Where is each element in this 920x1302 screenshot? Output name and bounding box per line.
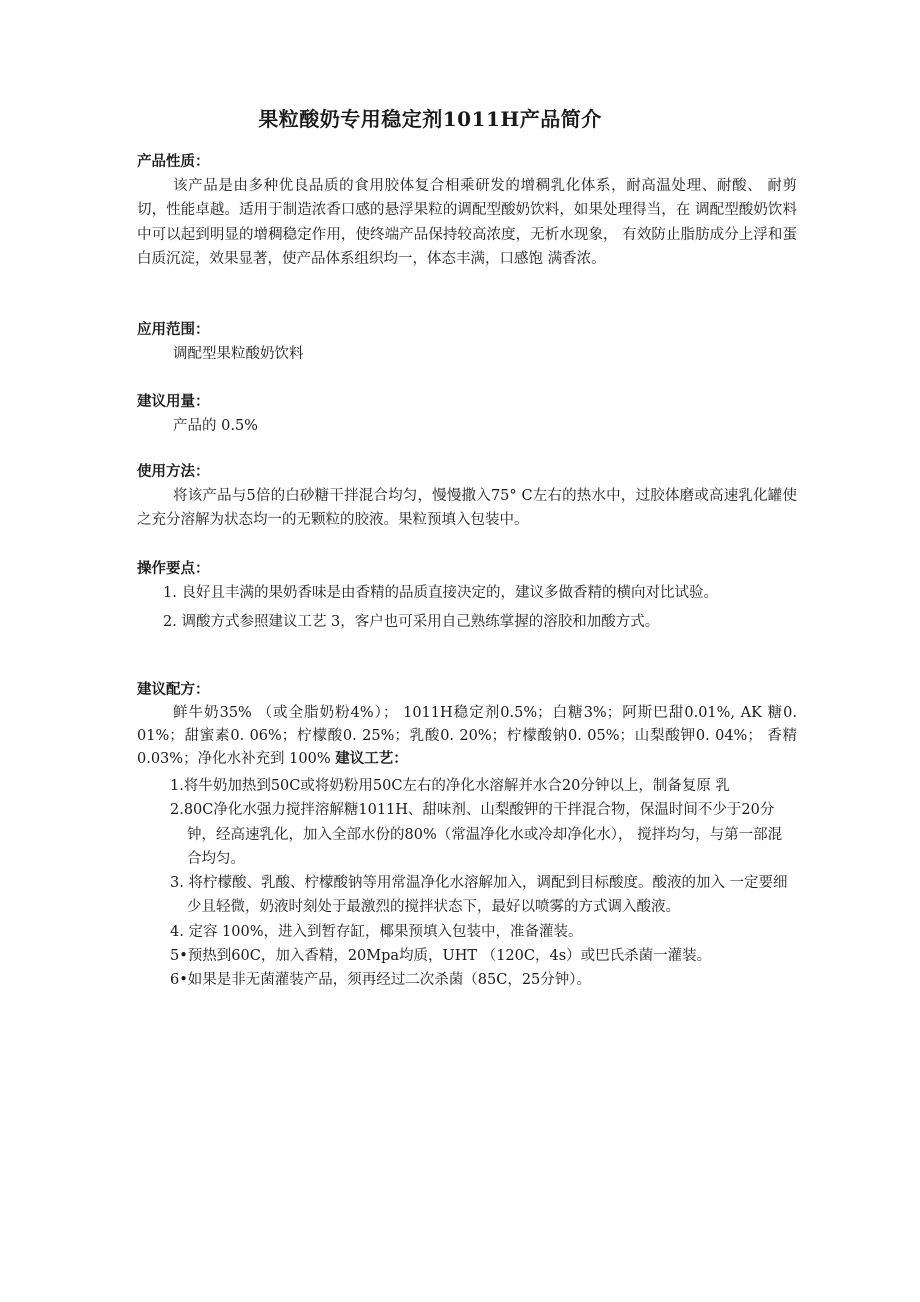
section-key-points bbox=[137, 557, 797, 634]
section-heading: 建议用量： bbox=[137, 394, 210, 410]
section-scope bbox=[137, 318, 797, 366]
section-body bbox=[137, 702, 797, 771]
section-body: 将该产品与5倍的白砂糖干拌混合均匀，慢慢撒入75° C左右的热水中，过胶体磨或高速乳化罐使之充分溶解为状态均一的无颗粒的胶液。果粒预填入包装中。 bbox=[137, 488, 797, 529]
list-item: 2. 调酸方式参照建议工艺 3，客户也可采用自己熟练掌握的溶胶和加酸方式。 bbox=[163, 613, 660, 630]
key-points-list bbox=[137, 581, 797, 634]
process-heading: 建议工艺： bbox=[335, 751, 408, 767]
section-heading: 操作要点： bbox=[137, 561, 210, 577]
section-heading: 建议配方： bbox=[137, 682, 210, 698]
formula-text: 鲜牛奶35% （或全脂奶粉4%）； 1011H稳定剂0.5%；白糖3%；阿斯巴甜0.01%, AK 糖0. 01%；甜蜜素0. 06%；柠檬酸0. 25%；乳酸0. 20%；柠檬酸钠0. 05%；山梨酸钾0. 04%； 香精 0.03%；净化水补充到 100% bbox=[137, 705, 797, 767]
list-item: 3. 将柠檬酸、乳酸、柠檬酸钠等用常温净化水溶解加入，调配到目标酸度。酸液的加入 一定要细少且轻微，奶液时刻处于最激烈的搅拌状态下，最好以喷雾的方式调入酸液。 bbox=[170, 875, 788, 916]
document-title: 果粒酸奶专用稳定剂1011H产品简介 bbox=[258, 107, 602, 131]
list-item: 1. 良好且丰满的果奶香味是由香精的品质直接决定的，建议多做香精的横向对比试验。 bbox=[163, 585, 718, 601]
section-body: 该产品是由多种优良品质的食用胶体复合相乘研发的增稠乳化体系，耐高温处理、耐酸、 耐剪切，性能卓越。适用于制造浓香口感的悬浮果粒的调配型酸奶饮料，如果处理得当，在 调配型酸奶饮料中可以起到明显的增稠稳定作用，使终端产品保持较高浓度，无析水现象， 有效防止脂肪成分上浮和蛋白质沉淀，效果显著，使产品体系组织均一，体态丰满，口感饱 满香浓。 bbox=[137, 178, 797, 267]
section-body: 产品的 0.5% bbox=[173, 418, 258, 434]
section-heading: 产品性质： bbox=[137, 154, 210, 170]
section-nature bbox=[137, 150, 797, 271]
list-item: 1.将牛奶加热到50C或将奶粉用50C左右的净化水溶解并水合20分钟以上，制备复原 乳 bbox=[170, 778, 730, 794]
section-heading: 使用方法： bbox=[137, 464, 210, 480]
section-formula bbox=[137, 678, 797, 771]
section-dosage bbox=[137, 390, 797, 438]
section-heading: 应用范围： bbox=[137, 322, 210, 338]
list-item: 4. 定容 100%，进入到暂存缸，椰果预填入包装中，准备灌装。 bbox=[170, 923, 583, 940]
section-usage bbox=[137, 460, 797, 533]
list-item: 6•如果是非无菌灌装产品，须再经过二次杀菌（85C，25分钟）。 bbox=[170, 972, 592, 989]
section-body: 调配型果粒酸奶饮料 bbox=[173, 346, 304, 362]
list-item: 5•预热到60C，加入香精，20Mpa均质，UHT （120C，4s）或巴氏杀菌一灌装。 bbox=[170, 948, 712, 965]
list-item: 2.80C净化水强力搅拌溶解糖1011H、甜味剂、山梨酸钾的干拌混合物，保温时间不少于20分钟，经高速乳化，加入全部水份的80%（常温净化水或冷却净化水）， 搅拌均匀，与第一部混合均匀。 bbox=[170, 802, 783, 867]
process-steps-list bbox=[170, 774, 795, 993]
